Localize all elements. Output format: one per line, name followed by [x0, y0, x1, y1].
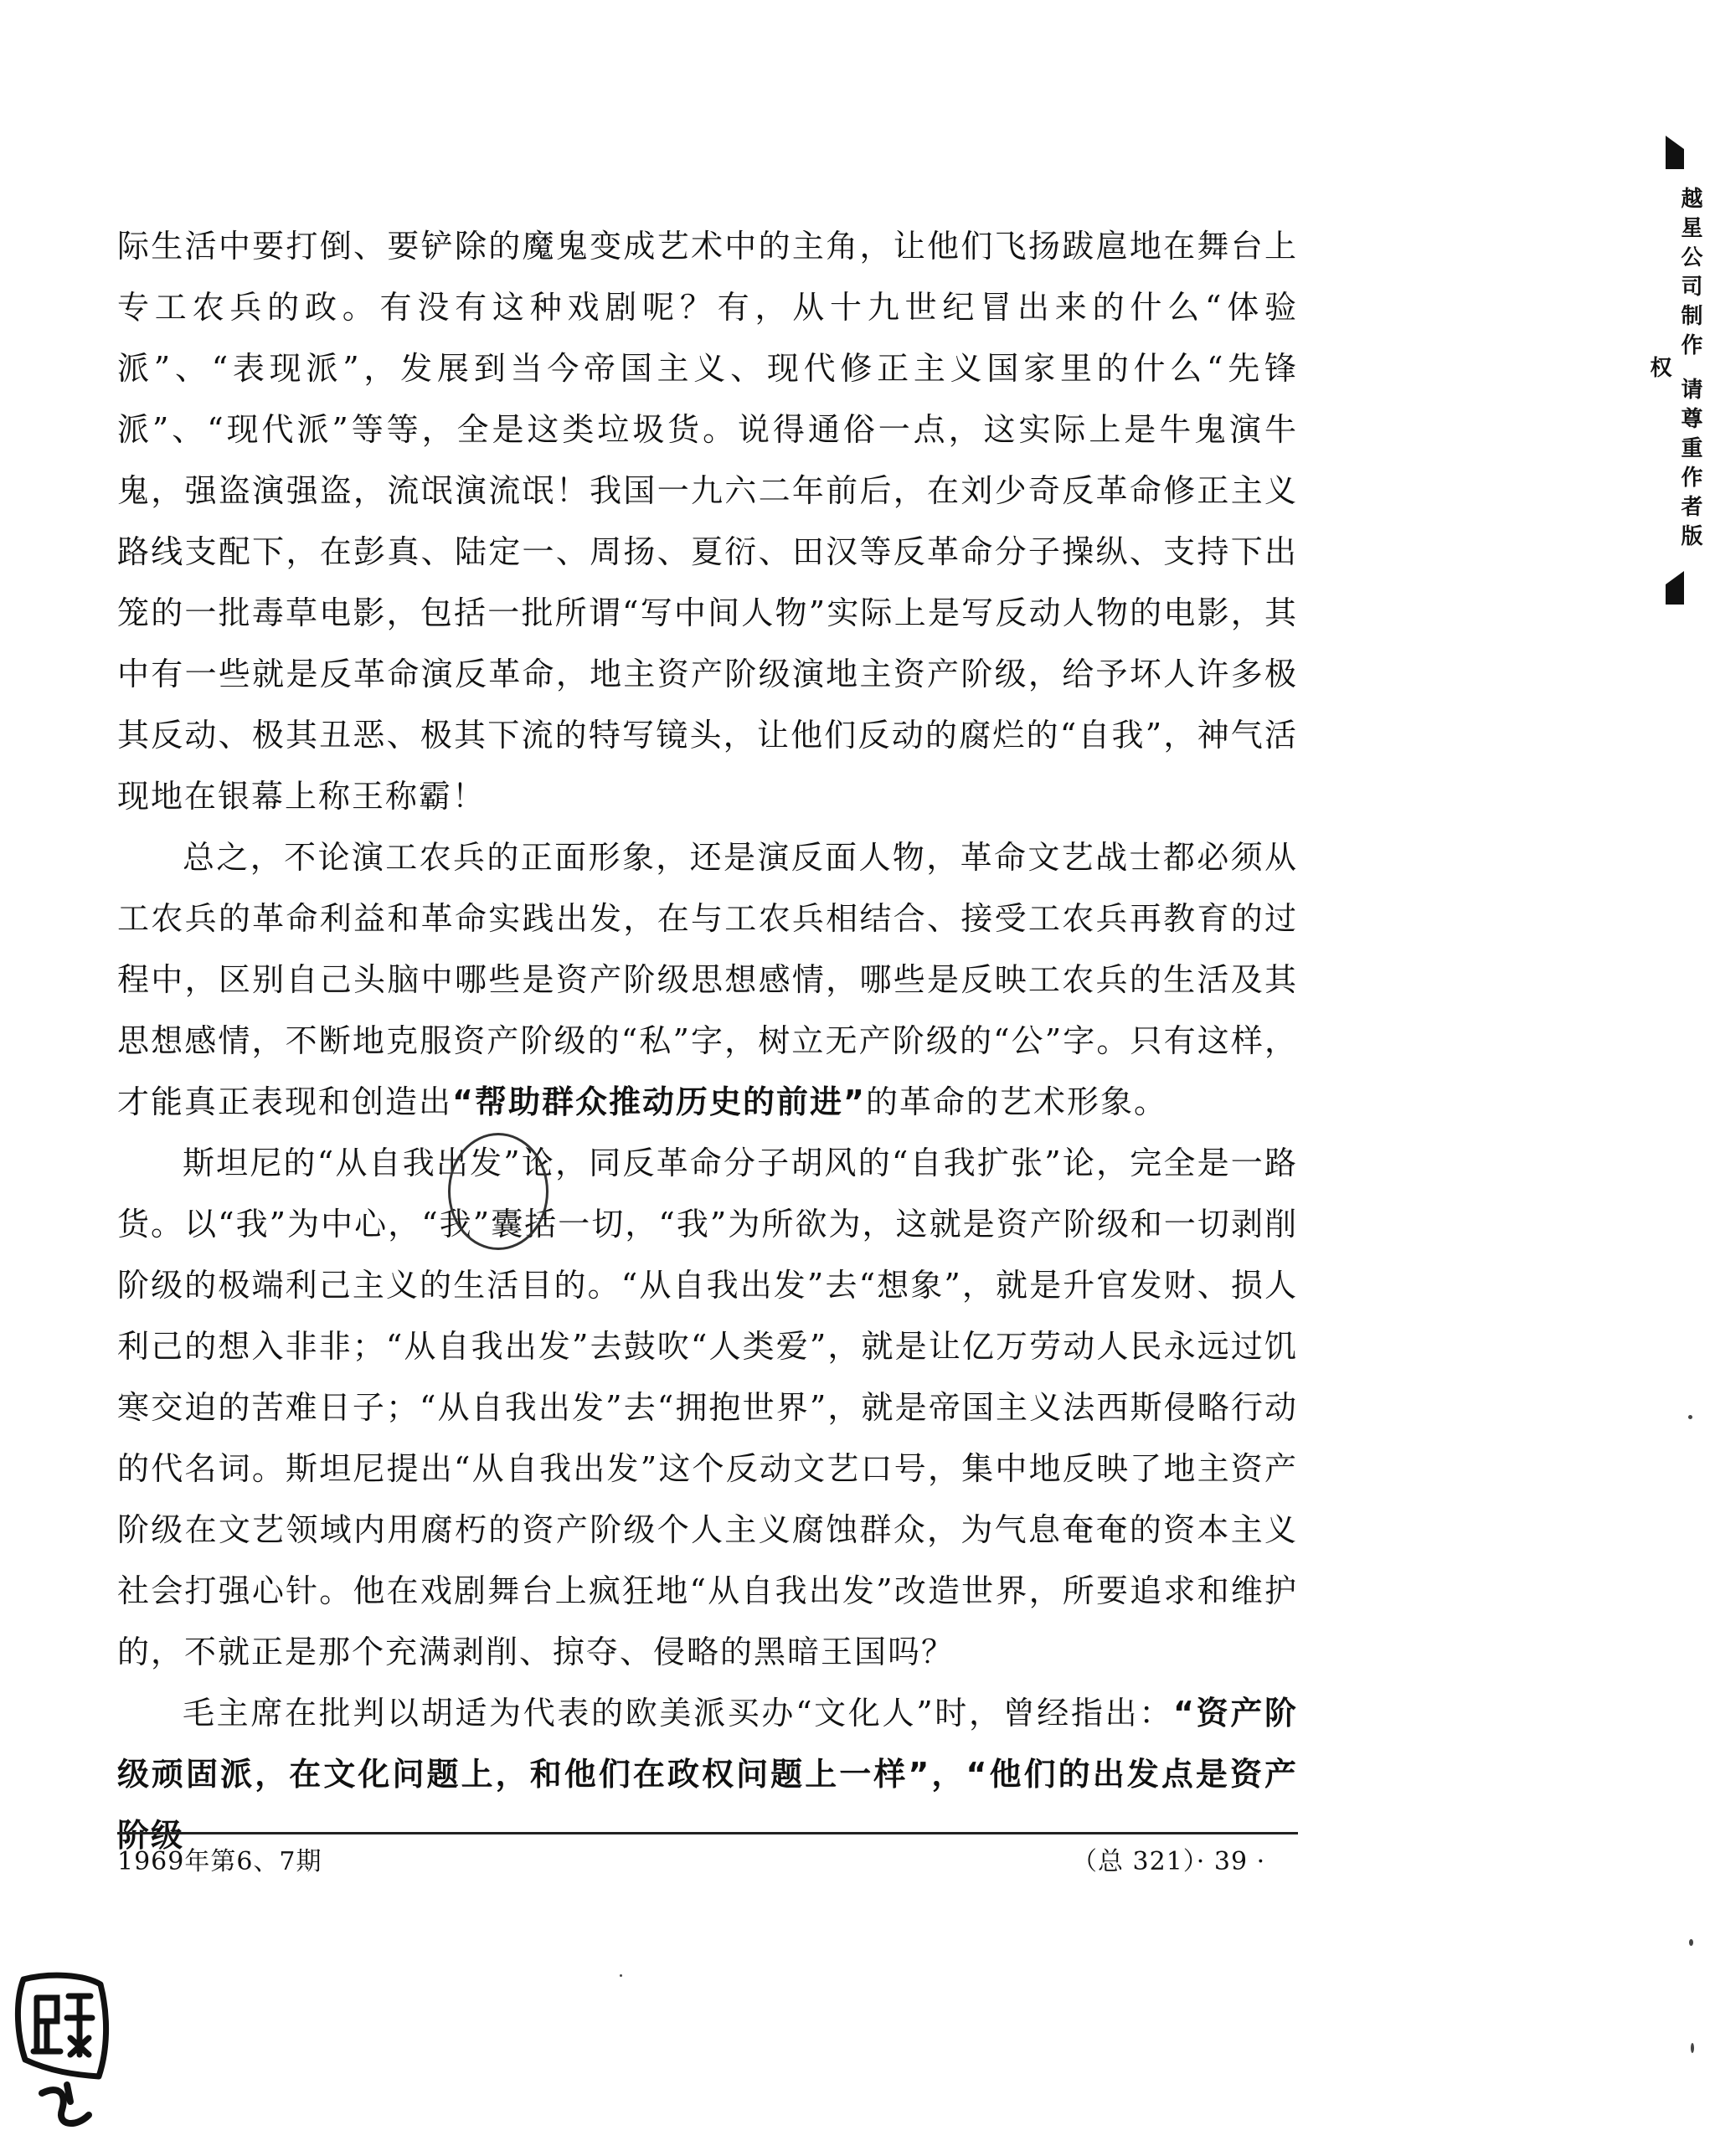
pen-circle-annotation: [448, 1133, 548, 1250]
bold-quote: “资产阶级顽固派，在文化问题上，和他们在政权问题上一样”，“他们的出发点是资产阶级: [117, 1695, 1298, 1854]
watermark-text: 越星公司制作 请尊重作者版权: [1646, 186, 1702, 554]
paragraph-p3: [117, 1133, 1298, 1683]
paragraph-p4: [117, 1683, 1298, 1866]
speck: [1688, 1415, 1692, 1419]
speck: [1689, 1939, 1693, 1946]
seal-stamp: [8, 1968, 117, 2138]
paragraph-p1: [117, 216, 1298, 827]
footer-rule: [117, 1832, 1298, 1834]
speck: [1691, 2043, 1694, 2053]
sidebar-bar-top: [1666, 136, 1684, 169]
sidebar-bar-bottom: [1666, 571, 1684, 605]
text-run: 的革命的艺术形象。: [865, 1083, 1167, 1120]
speck: [620, 1974, 622, 1977]
text-run: 总之，不论演工农兵的正面形象，还是演反面人物，革命文艺战士都必须从工农兵的革命利益和革命实践出发，在与工农兵相结合、接受工农兵再教育的过程中，区别自己头脑中哪些是资产阶级思想感情，哪些是反映工农兵的生活及其思想感情，不断地克服资产阶级的“私”字，树立无产阶级的“公”字。只有这样，才能真正表现和创造出: [117, 839, 1298, 1120]
issue-label: 1969年第6、7期: [117, 1847, 322, 1876]
watermark-sidebar: [1646, 136, 1702, 605]
text-run: 毛主席在批判以胡适为代表的欧美派买办“文化人”时，曾经指出：: [183, 1695, 1173, 1731]
page-number: （总 321）· 39 ·: [1072, 1847, 1266, 1876]
paragraph-p2: [117, 827, 1298, 1133]
bold-quote: “帮助群众推动历史的前进”: [452, 1083, 866, 1120]
text-run: 斯坦尼的“从自我出发”论，同反革命分子胡风的“自我扩张”论，完全是一路货。以“我”为中心，“我”囊括一切，“我”为所欲为，这就是资产阶级和一切剥削阶级的极端利己主义的生活目的。“从自我出发”去“想象”，就是升官发财、损人利己的想入非非；“从自我出发”去鼓吹“人类爱”，就是让亿万劳动人民永远过饥寒交迫的苦难日子；“从自我出发”去“拥抱世界”，就是帝国主义法西斯侵略行动的代名词。斯坦尼提出“从自我出发”这个反动文艺口号，集中地反映了地主资产阶级在文艺领域内用腐朽的资产阶级个人主义腐蚀群众，为气息奄奄的资本主义社会打强心针。他在戏剧舞台上疯狂地“从自我出发”改造世界，所要追求和维护的，不就正是那个充满剥削、掠夺、侵略的黑暗王国吗？: [117, 1145, 1298, 1670]
seal-stamp-icon: [8, 1968, 117, 2135]
text-run: 际生活中要打倒、要铲除的魔鬼变成艺术中的主角，让他们飞扬跋扈地在舞台上专工农兵的政。有没有这种戏剧呢？有，从十九世纪冒出来的什么“体验派”、“表现派”，发展到当今帝国主义、现代修正主义国家里的什么“先锋派”、“现代派”等等，全是这类垃圾货。说得通俗一点，这实际上是牛鬼演牛鬼，强盗演强盗，流氓演流氓！我国一九六二年前后，在刘少奇反革命修正主义路线支配下，在彭真、陆定一、周扬、夏衍、田汉等反革命分子操纵、支持下出笼的一批毒草电影，包括一批所谓“写中间人物”实际上是写反动人物的电影，其中有一些就是反革命演反革命，地主资产阶级演地主资产阶级，给予坏人许多极其反动、极其丑恶、极其下流的特写镜头，让他们反动的腐烂的“自我”，神气活现地在银幕上称王称霸！: [117, 228, 1298, 815]
article-body: [117, 216, 1298, 1866]
